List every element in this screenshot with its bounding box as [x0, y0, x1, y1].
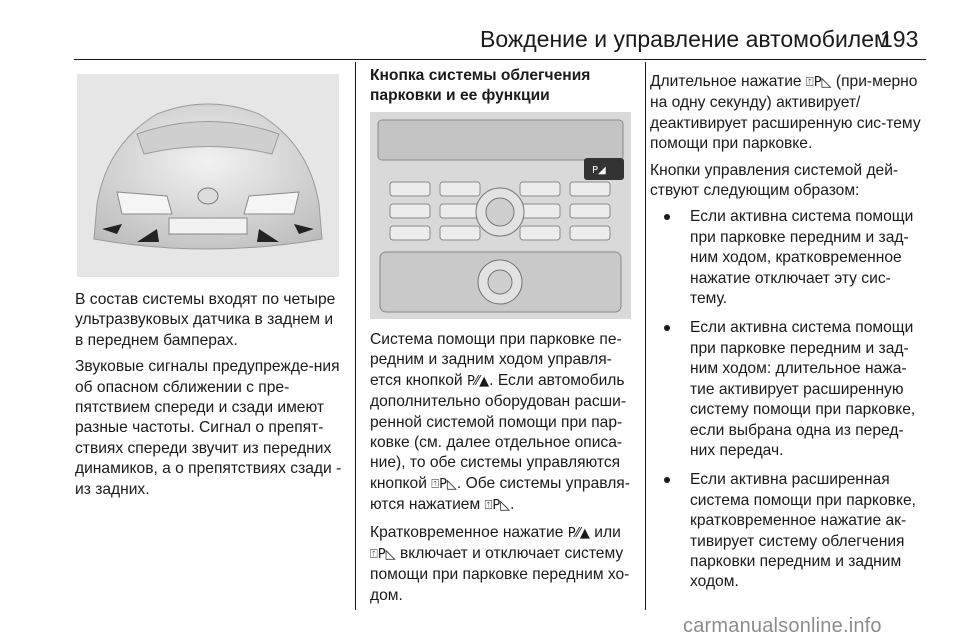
column-3-text [650, 72, 926, 602]
list-item: Если активна система помощи при парковке передним и зад-ним ходом, кратковременное нажатие отключает эту сис-тему. [650, 207, 926, 309]
parking-button-label: P◢ [592, 165, 606, 176]
paragraph-signals: Звуковые сигналы предупрежде-ния об опасном сближении с пре-пятствием спереди и сзади имеют разные частоты. Сигнал о препят-ствиях спереди звучит из передних динамиков, а о препятствиях сзади - из задних. [75, 358, 342, 498]
section-heading: Кнопка системы облегчения парковки и ее функции [370, 67, 591, 105]
column-2-text [370, 330, 635, 612]
advanced-park-assist-icon: ⍐P◺ [805, 75, 832, 90]
park-assist-icon: P⁄⁄▲ [466, 373, 490, 389]
paragraph-sensors: В состав системы входят по четыре ультразвуковых датчика в заднем и в переднем бамперах. [75, 291, 336, 349]
page-header-title: Вождение и управление автомобилем [480, 26, 890, 52]
advanced-park-assist-icon: ⍐P◺ [370, 547, 396, 563]
list-item: Если активна система помощи при парковке передним и зад-ним ходом: длительное нажа-тие активирует расширенную систему помощи при парковке, если выбрана одна из перед-них передач. [650, 318, 926, 461]
text-span: Кратковременное нажатие [370, 523, 564, 541]
console-parking-button-figure [370, 112, 631, 319]
bullet-list [650, 207, 926, 592]
text-span: . [510, 496, 515, 514]
paragraph-buttons-intro: Кнопки управления системой дей-ствуют следующим образом: [650, 161, 899, 200]
text-span: (при-мерно на одну секунду) активирует/ деактивирует расширенную сис-тему помощи при парковке. [650, 73, 921, 153]
paragraph-long-press [650, 72, 926, 155]
advanced-park-assist-icon: ⍐P◺ [484, 498, 511, 514]
car-front-sensors-figure [77, 74, 339, 277]
paragraph-short-press [370, 523, 635, 607]
header-rule [74, 59, 926, 60]
paragraph-button-control [370, 330, 635, 517]
text-span: Система помощи при парковке пе-редним и задним ходом управля-ется кнопкой [370, 331, 622, 389]
text-span: или [594, 523, 621, 541]
text-span: включает и отключает систему помощи при парковке передним хо-дом. [370, 545, 630, 604]
text-span: . Обе системы управля-ются нажатием [370, 474, 630, 514]
column-divider-2 [645, 62, 646, 610]
text-span: . Если автомобиль дополнительно оборудован расши-ренной системой помощи при пар-ковке (см. далее отдельное описа-ние), то обе системы управляются кнопкой [370, 371, 627, 492]
list-item: Если активна расширенная система помощи при парковке, кратковременное нажатие ак-тивирует систему облегчения парковки передним и задним ходом. [650, 470, 926, 592]
advanced-park-assist-icon: ⍐P◺ [431, 476, 457, 492]
page-number: 193 [880, 26, 919, 52]
column-divider-1 [355, 62, 356, 610]
text-span: Длительное нажатие [650, 73, 802, 90]
footer-watermark: carmanualsonline.info [683, 615, 882, 637]
park-assist-icon: P⁄⁄▲ [567, 525, 590, 541]
column-1-text [75, 290, 343, 506]
